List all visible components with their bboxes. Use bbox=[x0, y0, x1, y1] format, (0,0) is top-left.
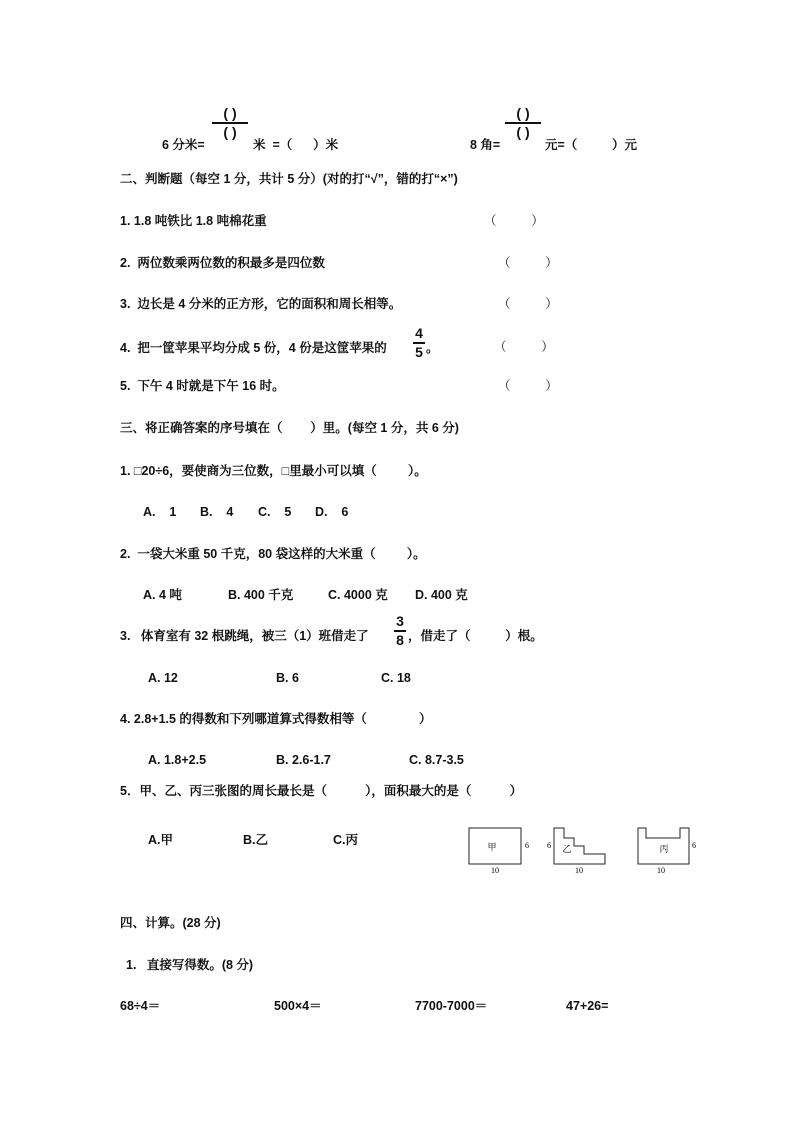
q3-fraction bbox=[394, 614, 406, 648]
choice-question-1: 1. □20÷6，要使商为三位数，□里最小可以填（ ）。 bbox=[120, 464, 427, 478]
judge-answer-blank-3[interactable]: （ ） bbox=[498, 297, 558, 311]
q1-option-b[interactable]: B. 4 bbox=[200, 505, 234, 519]
figure-jia-label: 甲 bbox=[487, 842, 497, 852]
figure-yi-height: 6 bbox=[547, 841, 551, 850]
q3-option-c[interactable]: C. 18 bbox=[381, 671, 411, 685]
choice-question-4: 4. 2.8+1.5 的得数和下列哪道算式得数相等（ ） bbox=[120, 712, 432, 726]
judge-answer-blank-1[interactable]: （ ） bbox=[484, 214, 544, 228]
figure-jia-width: 10 bbox=[491, 866, 499, 875]
fraction-numerator: ( ) bbox=[516, 105, 530, 121]
q4-option-c[interactable]: C. 8.7-3.5 bbox=[409, 753, 464, 767]
figure-bing-height: 6 bbox=[692, 841, 696, 850]
judge-item-3: 3. 边长是 4 分米的正方形，它的面积和周长相等。 bbox=[120, 297, 402, 311]
conversion-right-prefix: 8 角= bbox=[470, 138, 501, 152]
choice-question-3-end: ，借走了（ ）根。 bbox=[408, 629, 543, 643]
q1-option-a[interactable]: A. 1 bbox=[143, 505, 177, 519]
conversion-right-suffix: 元=（ ）元 bbox=[545, 138, 638, 152]
calc-4: 47+26= bbox=[566, 999, 609, 1013]
fraction-numerator: 3 bbox=[396, 613, 404, 629]
choice-question-5: 5．甲、乙、丙三张图的周长最长是（ ），面积最大的是（ ） bbox=[120, 784, 523, 798]
conversion-left-suffix: 米 =（ ）米 bbox=[253, 138, 339, 152]
calc-2: 500×4＝ bbox=[274, 999, 322, 1013]
judge-answer-blank-5[interactable]: （ ） bbox=[498, 379, 558, 393]
q4-option-b[interactable]: B. 2.6-1.7 bbox=[276, 753, 331, 767]
fraction-denominator: ( ) bbox=[223, 123, 237, 140]
conversion-right-fraction bbox=[505, 106, 541, 140]
fraction-numerator: ( ) bbox=[223, 105, 237, 121]
calc-1: 68÷4＝ bbox=[120, 999, 161, 1013]
section3-title: 三、将正确答案的序号填在（ ）里。(每空 1 分，共 6 分) bbox=[120, 421, 459, 435]
choice-question-2: 2. 一袋大米重 50 千克，80 袋这样的大米重（ ）。 bbox=[120, 547, 426, 561]
choice-question-3: 3. 体育室有 32 根跳绳，被三（1）班借走了 bbox=[120, 629, 369, 643]
q1-option-d[interactable]: D. 6 bbox=[315, 505, 349, 519]
fraction-denominator: 8 bbox=[396, 631, 404, 648]
figure-jia-height: 6 bbox=[525, 841, 529, 850]
q1-option-c[interactable]: C. 5 bbox=[258, 505, 292, 519]
q2-option-b[interactable]: B. 400 千克 bbox=[228, 588, 294, 602]
q5-option-c[interactable]: C.丙 bbox=[333, 833, 359, 847]
fraction-denominator: ( ) bbox=[516, 123, 530, 140]
judge-item-2: 2. 两位数乘两位数的积最多是四位数 bbox=[120, 256, 325, 270]
fraction-numerator: 4 bbox=[415, 325, 423, 341]
q3-option-b[interactable]: B. 6 bbox=[276, 671, 299, 685]
shape-figures bbox=[455, 820, 715, 880]
judge-item-5: 5. 下午 4 时就是下午 16 时。 bbox=[120, 379, 285, 393]
q4-option-a[interactable]: A. 1.8+2.5 bbox=[148, 753, 207, 767]
figure-bing-width: 10 bbox=[657, 866, 665, 875]
q2-option-c[interactable]: C. 4000 克 bbox=[328, 588, 388, 602]
judge-item-1: 1. 1.8 吨铁比 1.8 吨棉花重 bbox=[120, 214, 267, 228]
q2-option-a[interactable]: A. 4 吨 bbox=[143, 588, 182, 602]
section2-title: 二、判断题（每空 1 分，共计 5 分）(对的打“√”，错的打“×”) bbox=[120, 172, 458, 186]
calc-3: 7700-7000＝ bbox=[415, 999, 488, 1013]
conversion-left-prefix: 6 分米= bbox=[162, 138, 205, 152]
q2-option-d[interactable]: D. 400 克 bbox=[415, 588, 468, 602]
q5-option-a[interactable]: A.甲 bbox=[148, 833, 174, 847]
q3-option-a[interactable]: A. 12 bbox=[148, 671, 178, 685]
figure-bing-label: 丙 bbox=[659, 844, 669, 854]
fraction-denominator: 5 bbox=[415, 343, 423, 360]
judge-item-4: 4. 把一筐苹果平均分成 5 份，4 份是这筐苹果的 bbox=[120, 341, 387, 355]
section4-title: 四、计算。(28 分) bbox=[120, 916, 221, 930]
conversion-left-fraction bbox=[212, 106, 248, 140]
figure-yi-width: 10 bbox=[575, 866, 583, 875]
section4-sub1: 1. 直接写得数。(8 分) bbox=[126, 958, 254, 972]
judge-item-4-fraction bbox=[413, 326, 425, 360]
figure-yi-label: 乙 bbox=[562, 844, 572, 854]
judge-answer-blank-4[interactable]: （ ） bbox=[494, 340, 554, 354]
judge-answer-blank-2[interactable]: （ ） bbox=[498, 256, 558, 270]
q5-option-b[interactable]: B.乙 bbox=[243, 833, 269, 847]
judge-item-4-end: 。 bbox=[426, 341, 439, 355]
